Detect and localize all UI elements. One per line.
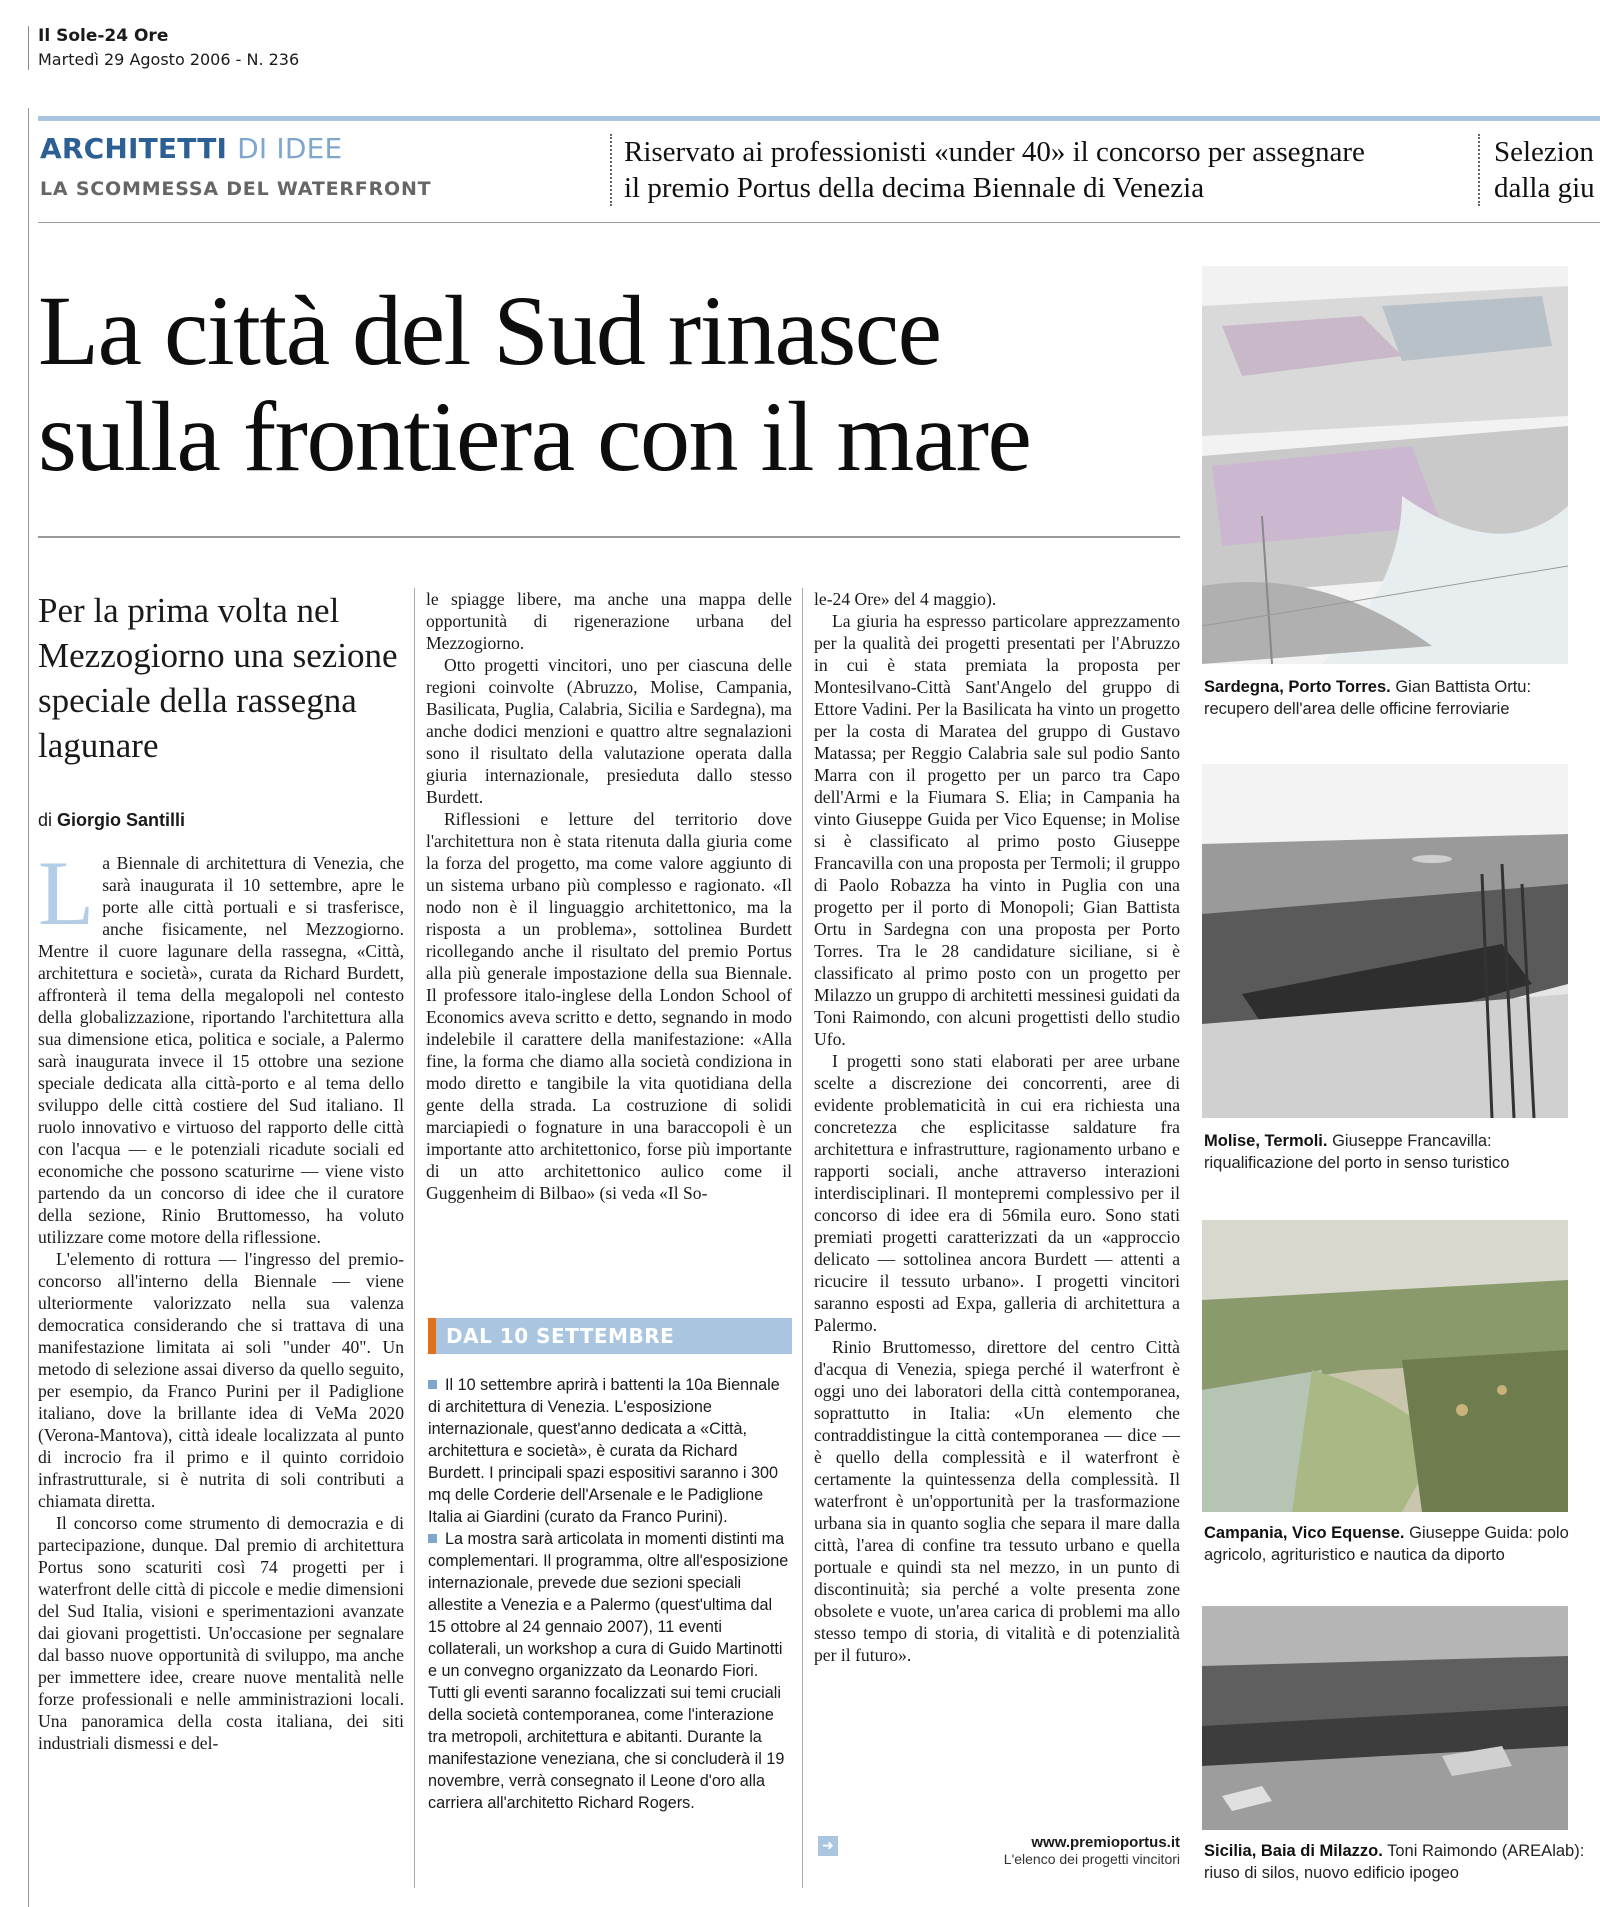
publication-date: Martedì 29 Agosto 2006 - N. 236 (38, 50, 300, 69)
caption-credit: Giuseppe Guida: (1409, 1524, 1533, 1542)
photo-caption (1204, 1130, 1600, 1174)
caption-desc: polo agricolo, agrituristico e nautica da diporto (1204, 1524, 1569, 1564)
sidebar-paragraph-text: Il 10 settembre aprirà i battenti la 10a Biennale di architettura di Venezia. L'esposizione internazionale, quest'anno dedicata a «Città, architettura e società», è curata da Richard Burdett. I principali spazi espositivi saranno i 300 mq delle Corderie dell'Arsenale e le Padiglione Italia ai Giardini (curato da Franco Purini). (428, 1376, 780, 1526)
caption-place: Sardegna, Porto Torres. (1204, 678, 1391, 696)
caption-credit: Giuseppe Francavilla: (1332, 1132, 1492, 1150)
section-label-bold: ARCHITETTI (40, 132, 228, 165)
photo-caption (1204, 1840, 1600, 1884)
web-reference[interactable] (1004, 1834, 1180, 1867)
article-paragraph: Il concorso come strumento di democrazia e di partecipazione, dunque. Dal premio di architettura Portus sono scaturiti così 74 progetti per i waterfront delle città di piccole e medie dimensioni del Sud Italia, visioni e sperimentazioni avanzate dai giovani progettisti. Un'occasione per segnalare dal basso nuove opportunità di sviluppo, ma anche per immettere idee, creare nuove mentalità nelle forze professionali e nelle amministrazioni locali. Una panoramica della costa italiana, dei siti industriali dismessi e del- (38, 1513, 404, 1753)
promo-separator (610, 134, 612, 206)
sidebar-paragraph (428, 1374, 792, 1528)
section-subtitle: LA SCOMMESSA DEL WATERFRONT (40, 178, 432, 200)
article-paragraph: le spiagge libere, ma anche una mappa delle opportunità di rigenerazione urbana del Mezzogiorno. (426, 589, 792, 653)
article-column-1 (38, 842, 404, 1754)
article-paragraph: La giuria ha espresso particolare apprezzamento per la qualità dei progetti presentati per l'Abruzzo in cui è stata premiata la proposta per Montesilvano-Città Sant'Angelo del gruppo di Ettore Vadini. Per la Basilicata ha vinto un progetto per la costa di Maratea del gruppo di Gustavo Matassa; per Reggio Calabria sale sul podio Santo Marra con il progetto per un parco tra Capo dell'Armi e la Fiumara S. Elia; in Campania ha vinto Giuseppe Guida per Vico Equense; in Molise si è classificato al primo posto Giuseppe Francavilla con una proposta per Termoli; il gruppo di Paolo Robazza ha vinto in Puglia con una progetto per il porto di Monopoli; Gian Battista Ortu in Sardegna con una proposta per Porto Torres. Tra le 28 candidature siciliane, si è classificato al primo posto con un progetto per Milazzo un gruppo di architetti messinesi guidati da Toni Raimondo, con alcuni progettisti dello studio Ufo. (814, 611, 1180, 1049)
masthead (38, 24, 299, 72)
promo-line: dalla giu (1494, 172, 1595, 204)
render-illustration (1202, 266, 1568, 664)
render-illustration (1202, 764, 1568, 1118)
sidebar-box-title: DAL 10 SETTEMBRE (446, 1324, 675, 1348)
column-separator (414, 588, 415, 1888)
article-paragraph: L'elemento di rottura — l'ingresso del premio-concorso all'interno della Biennale — viene ulteriormente valorizzato nella sua valenza democratica considerando che si trattava di una manifestazione limitata ai soli "under 40". Un metodo di selezione assai diverso da quello seguito, per esempio, da Franco Purini per il Padiglione italiano, dove la brillante idea di VeMa 2020 (Verona-Mantova), città ideale localizzata al punto di incrocio fra il primo e il quinto corridoio infrastrutturale, si è nutrita di soli contributi a chiamata diretta. (38, 1249, 404, 1511)
masthead-rule (28, 26, 29, 70)
caption-credit: Gian Battista Ortu: (1395, 678, 1532, 696)
promo-line: Selezion (1494, 136, 1594, 168)
article-paragraph: Otto progetti vincitori, uno per ciascuna delle regioni coinvolte (Abruzzo, Molise, Campania, Basilicata, Puglia, Calabria, Sicilia e Sardegna), ma anche dodici menzioni e quattro altre segnalazioni sono il risultato della valutazione operata dalla giuria internazionale, presieduta dallo stesso Burdett. (426, 655, 792, 807)
promo-teaser[interactable] (1494, 134, 1600, 206)
article-paragraph: le-24 Ore» del 4 maggio). (814, 589, 997, 609)
bullet-square-icon (428, 1380, 437, 1389)
landscape-illustration (1202, 1220, 1568, 1512)
article-column-2 (426, 588, 792, 1204)
sidebar-box-body (428, 1374, 792, 1814)
caption-desc: recupero dell'area delle officine ferroviarie (1204, 700, 1510, 718)
promo-line: il premio Portus della decima Biennale di Venezia (624, 172, 1205, 204)
caption-credit: Toni Raimondo (1387, 1842, 1498, 1860)
photo-porto-torres (1202, 266, 1568, 664)
web-url[interactable]: www.premioportus.it (1031, 1834, 1180, 1851)
promo-line: Riservato ai professionisti «under 40» il concorso per assegnare (624, 136, 1365, 168)
photo-caption (1204, 1522, 1600, 1566)
article-paragraph: a Biennale di architettura di Venezia, che sarà inaugurata il 10 settembre, apre le porte alle città portuali e si trasferisce, anche fisicamente, nel Mezzogiorno. Mentre il cuore lagunare della rassegna, «Città, architettura e società», curata da Richard Burdett, affronterà il tema della megalopoli nel contesto della globalizzazione, riportando l'architettura alla sua dimensione etica, politica e sociale, a Palermo sarà inaugurata invece il 15 ottobre una sezione speciale dedicata alla città-porto e al tema dello sviluppo delle città costiere del Sud italiano. Il ruolo innovativo e virtuoso del rapporto delle città con l'acqua — e le potenziali ricadute sociali ed economiche che possono scaturirne — viene visto partendo da un concorso di idee che il curatore della sezione, Rinio Bruttomesso, ha voluto utilizzare come motore della riflessione. (38, 853, 404, 1247)
photo-caption (1204, 676, 1600, 720)
bullet-square-icon (428, 1534, 437, 1543)
headline-rule (38, 536, 1180, 538)
arrow-right-icon: ➜ (818, 1836, 838, 1856)
article-subhead: Per la prima volta nel Mezzogiorno una sezione speciale della rassegna lagunare (38, 591, 398, 765)
page-margin-rule (28, 108, 29, 1907)
article-paragraph: I progetti sono stati elaborati per aree urbane scelte a discrezione dei concorrenti, aree di evidente problematicità in cui era richiesta una concretezza che esplicitasse saldature fra architettura e infrastrutture, ragionamento urbano e rapporti sociali, anche attraverso interazioni interdisciplinari. Il montepremi complessivo per il concorso di idee era di 56mila euro. Sono stati premiati progetti caratterizzati da un «approccio delicato — sottolinea ancora Burdett — attenti a ricucire il tessuto urbano». I progetti vincitori saranno esposti ad Expa, galleria di architettura a Palermo. (814, 1051, 1180, 1335)
article-headline (38, 275, 1188, 492)
article-column-3 (814, 588, 1180, 1666)
photo-termoli (1202, 764, 1568, 1118)
column-separator (802, 588, 803, 1888)
publication-name: Il Sole-24 Ore (38, 26, 169, 46)
caption-desc: (AREAlab): riuso di silos, nuovo edificio ipogeo (1204, 1842, 1585, 1882)
byline-prefix: di (38, 810, 53, 830)
aerial-illustration (1202, 1606, 1568, 1830)
photo-milazzo (1202, 1606, 1568, 1830)
article-paragraph: Riflessioni e letture del territorio dove l'architettura non è stata ritenuta dalla giuria come la forza del progetto, ma come valore aggiunto di un sistema urbano più complesso e ragionato. «Il nodo non è il linguaggio architettonico, ma la risposta a un problema», sottolinea Burdett ricollegando anche il risultato del premio Portus alla più generale impostazione della sua Biennale. Il professore italo-inglese della London School of Economics aveva scritto e detto, segnando in modo indelebile il carattere della manifestazione: «Alla fine, la forma che diamo alla società condiziona in modo diretto e tangibile la vita quotidiana della gente della strada. La costruzione di solidi marciapiedi o fognature in una baraccopoli è un importante atto architettonico, forse più importante di un atto architettonico aulico come il Guggenheim di Bilbao» (si veda «Il So- (426, 809, 792, 1203)
photo-vico-equense (1202, 1220, 1568, 1512)
section-label-light: DI IDEE (237, 132, 343, 165)
byline (38, 810, 185, 831)
caption-place: Molise, Termoli. (1204, 1132, 1328, 1150)
headline-line: La città del Sud rinasce (38, 275, 941, 386)
web-caption: L'elenco dei progetti vincitori (1003, 1851, 1180, 1867)
byline-author: Giorgio Santilli (57, 810, 186, 830)
sidebar-paragraph (428, 1528, 792, 1814)
sidebar-box-header (428, 1318, 792, 1354)
caption-place: Sicilia, Baia di Milazzo. (1204, 1842, 1383, 1860)
promo-teaser[interactable] (624, 134, 1464, 206)
section-header-rule (38, 222, 1600, 223)
section-header-bar (38, 116, 1600, 121)
promo-separator (1478, 134, 1480, 206)
caption-place: Campania, Vico Equense. (1204, 1524, 1405, 1542)
sidebar-box-accent (428, 1318, 436, 1354)
drop-cap: L (38, 842, 95, 944)
sidebar-paragraph-text: La mostra sarà articolata in momenti distinti ma complementari. Il programma, oltre all'esposizione internazionale, prevede due sezioni speciali allestite a Venezia e a Palermo (quest'ultima dal 15 ottobre al 24 gennaio 2007), 11 eventi collaterali, un workshop a cura di Guido Martinotti e un convegno organizzato da Leonardo Fiori. Tutti gli eventi saranno focalizzati sui temi cruciali della società contemporanea, come l'interazione tra metropoli, architettura e abitanti. Durante la manifestazione veneziana, che si concluderà il 19 novembre, verrà consegnato il Leone d'oro alla carriera all'architetto Richard Rogers. (428, 1530, 789, 1812)
headline-line: sulla frontiera con il mare (38, 381, 1031, 492)
section-label (40, 132, 342, 165)
caption-desc: riqualificazione del porto in senso turistico (1204, 1154, 1510, 1172)
article-paragraph: Rinio Bruttomesso, direttore del centro Città d'acqua di Venezia, spiega perché il waterfront è oggi uno dei laboratori della città contemporanea, soprattutto in Italia: «Un elemento che contraddistingue la città contemporanea — dice — è quello della complessità e il waterfront è certamente la quintessenza della complessità. Il waterfront è un'opportunità per la trasformazione urbana sia in quanto soglia che separa il mare dalla città, l'area di confine tra tessuto urbano e quella portuale e quindi sta nel mezzo, in un punto di discontinuità; sia perché a volte presenta zone obsolete e vuote, un'area carica di problemi ma allo stesso tempo di storia, di vitalità e di potenzialità per il futuro». (814, 1337, 1180, 1665)
